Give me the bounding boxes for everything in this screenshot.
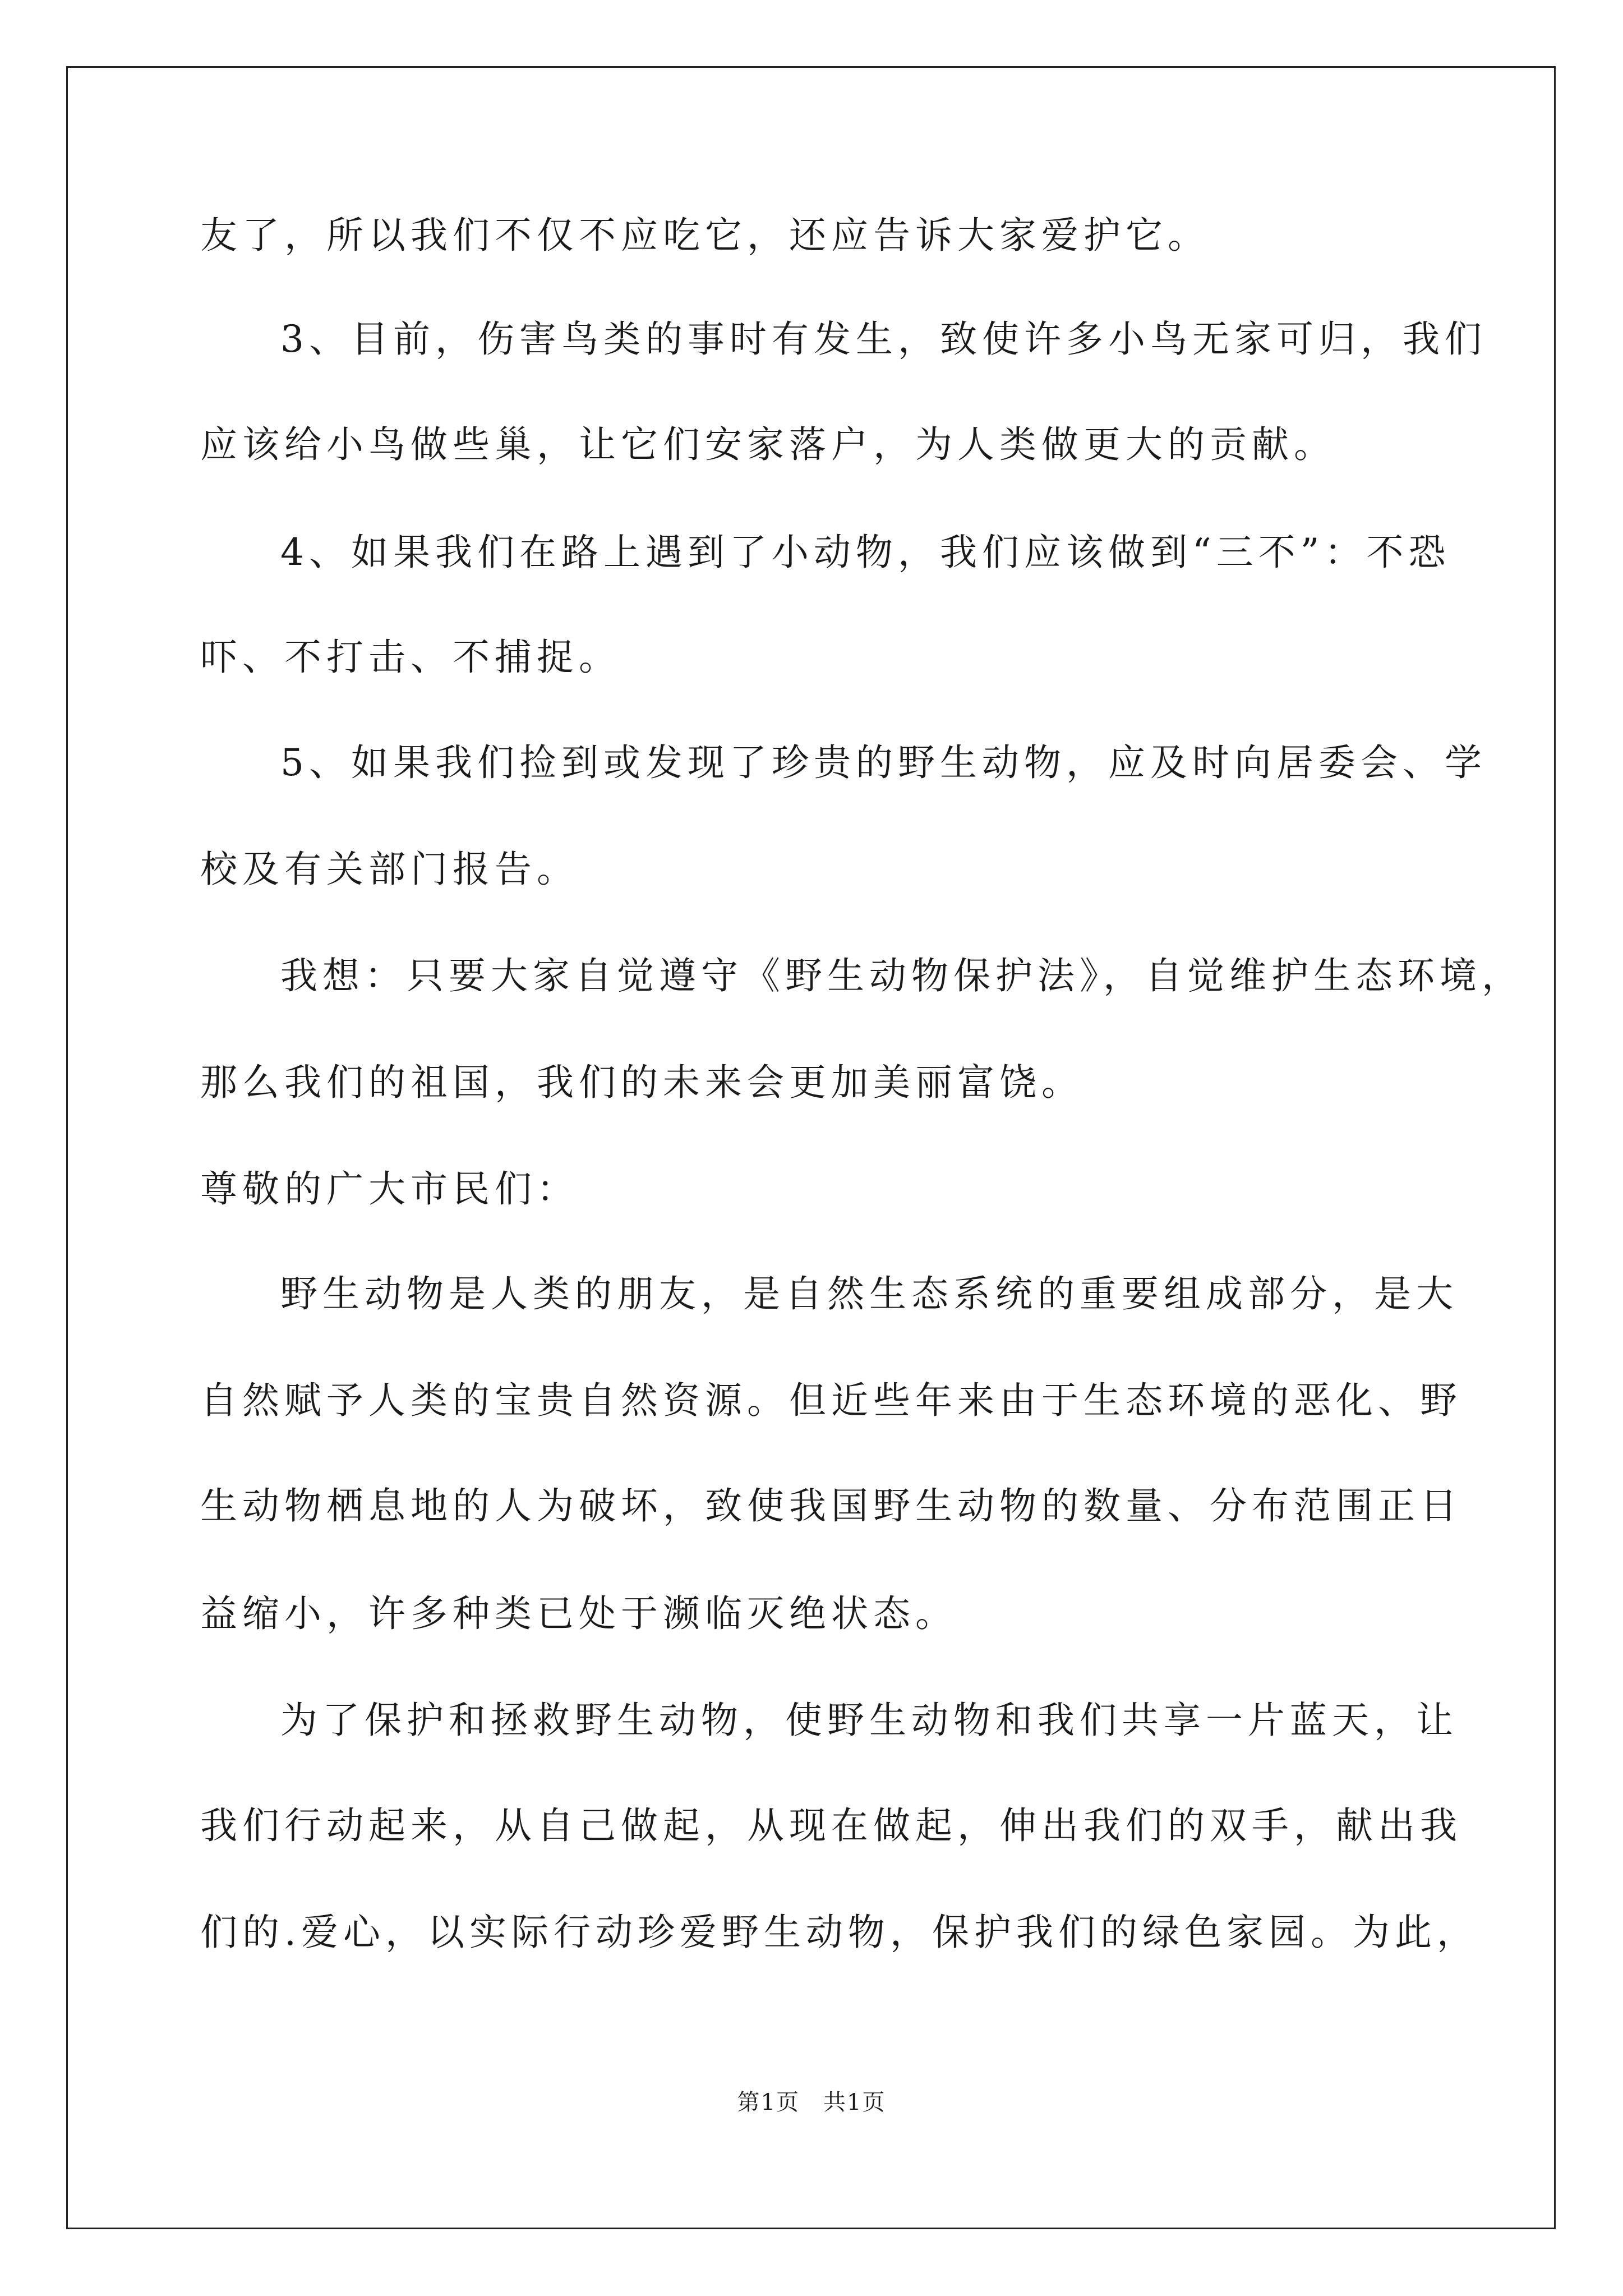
text-line: 校及有关部门报告。 bbox=[200, 848, 579, 891]
text-line: 野生动物是人类的朋友，是自然生态系统的重要组成部分，是大 bbox=[280, 1272, 1458, 1315]
salutation: 尊敬的广大市民们： bbox=[200, 1167, 579, 1211]
text-line: 吓、不打击、不捕捉。 bbox=[200, 636, 621, 679]
page-border bbox=[66, 66, 1556, 2229]
text-line: 们的.爱心，以实际行动珍爱野生动物，保护我们的绿色家园。为此， bbox=[200, 1911, 1479, 1954]
text-line: 应该给小鸟做些巢，让它们安家落户，为人类做更大的贡献。 bbox=[200, 423, 1336, 466]
text-line: 4、如果我们在路上遇到了小动物，我们应该做到“三不”：不恐 bbox=[280, 531, 1451, 574]
text-line: 友了，所以我们不仅不应吃它，还应告诉大家爱护它。 bbox=[200, 214, 1210, 257]
text-line: 为了保护和拯救野生动物，使野生动物和我们共享一片蓝天，让 bbox=[280, 1699, 1458, 1742]
page-number: 第1页 共1页 bbox=[737, 2090, 886, 2115]
text-line: 我想：只要大家自觉遵守《野生动物保护法》，自觉维护生态环境， bbox=[280, 954, 1524, 997]
text-line: 我们行动起来，从自己做起，从现在做起，伸出我们的双手，献出我 bbox=[200, 1804, 1462, 1847]
text-line: 5、如果我们捡到或发现了珍贵的野生动物，应及时向居委会、学 bbox=[280, 741, 1487, 784]
text-line: 益缩小，许多种类已处于濒临灭绝状态。 bbox=[200, 1592, 957, 1635]
text-line: 生动物栖息地的人为破坏，致使我国野生动物的数量、分布范围正日 bbox=[200, 1484, 1462, 1527]
text-line: 那么我们的祖国，我们的未来会更加美丽富饶。 bbox=[200, 1061, 1083, 1104]
text-line: 自然赋予人类的宝贵自然资源。但近些年来由于生态环境的恶化、野 bbox=[200, 1379, 1462, 1422]
text-line: 3、目前，伤害鸟类的事时有发生，致使许多小鸟无家可归，我们 bbox=[280, 318, 1487, 361]
